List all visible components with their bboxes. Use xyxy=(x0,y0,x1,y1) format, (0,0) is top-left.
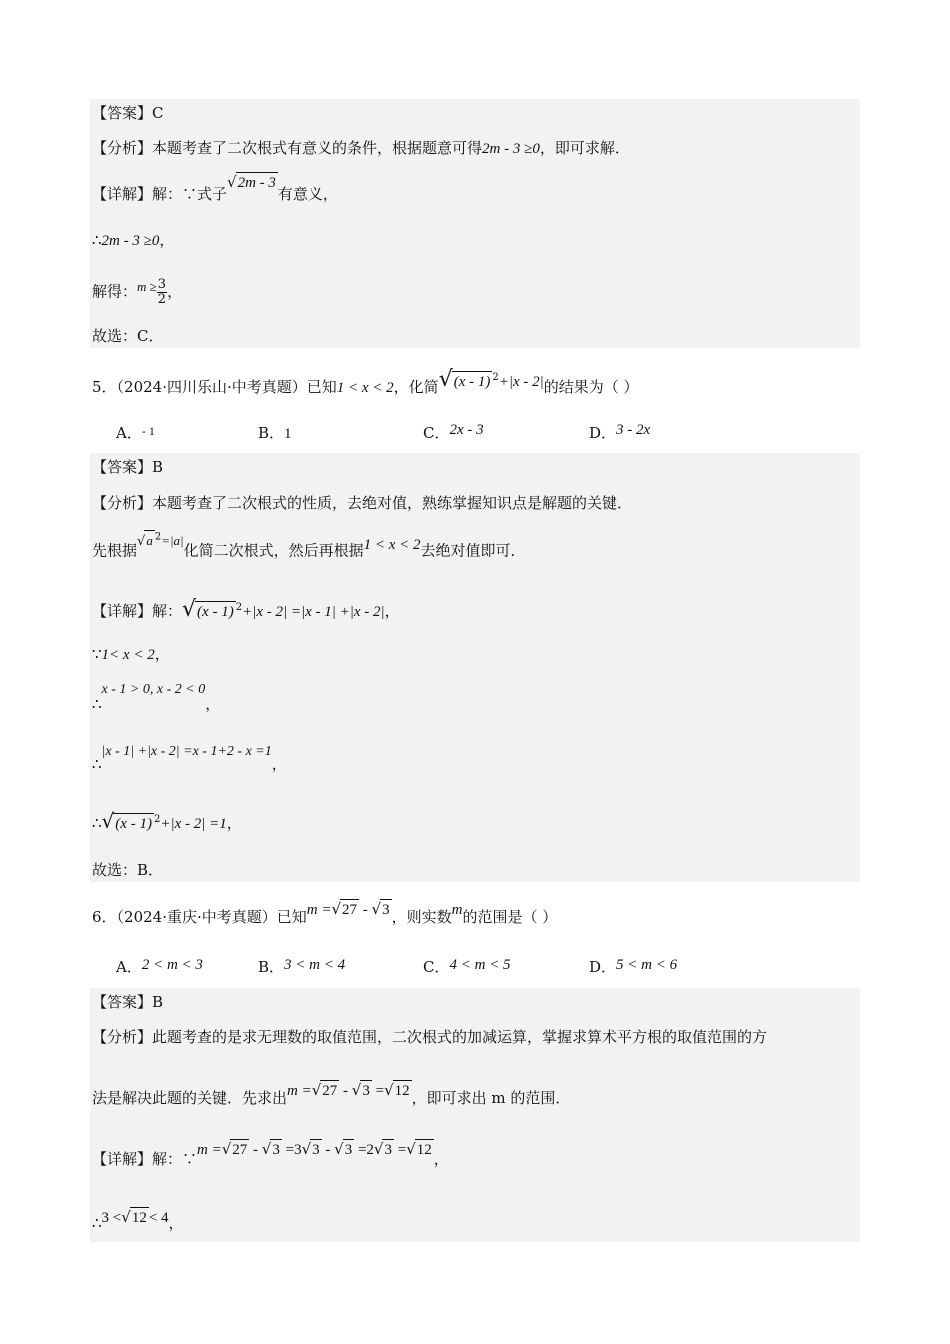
q6-step1-root: 12 xyxy=(130,1207,149,1228)
q6-analysis-line: 【分析】此题考查的是求无理数的取值范围，二次根式的加减运算，掌握求算术平方根的取值范围的方 xyxy=(92,1028,768,1046)
q6-option-d[interactable] xyxy=(589,956,677,977)
q6-analysis2-minus: - xyxy=(339,1083,352,1099)
q6-detail-punct: ， xyxy=(433,1150,449,1168)
option-value: - 1 xyxy=(141,424,155,438)
option-label: B． xyxy=(258,958,285,976)
q6-analysis2-eq: = xyxy=(371,1083,385,1099)
q5-analysis2-eq: =|a| xyxy=(161,533,184,549)
q6-stem-text: 6．（2024·重庆·中考真题）已知 xyxy=(92,908,307,926)
q6-detail-b: =3 xyxy=(281,1142,302,1158)
q5-step-3 xyxy=(92,740,287,773)
q6-detail-r3: 3 xyxy=(310,1139,322,1160)
q5-step3-punct: ， xyxy=(271,755,287,773)
option-value: 5 < m < 6 xyxy=(616,957,678,973)
q5-analysis-line-2: 先根据√a $^2$=|a|化简二次根式，然后再根据1 < x < 2去绝对值即可． xyxy=(92,532,526,560)
solve-lhs: m ≥ xyxy=(137,278,157,294)
therefore-symbol: ∴ xyxy=(92,755,102,773)
q5-option-b[interactable] xyxy=(258,422,292,443)
q5-option-d[interactable] xyxy=(589,422,650,443)
q6-step1-a: 3 < xyxy=(101,1210,122,1226)
fraction-numerator: 3 xyxy=(157,277,167,292)
q5-step-1 xyxy=(92,644,170,665)
detail-text-end: 有意义， xyxy=(277,185,338,203)
option-label: C． xyxy=(423,424,450,442)
q6-answer-line: 【答案】B xyxy=(92,993,164,1011)
q6-option-a[interactable] xyxy=(116,956,203,977)
solve-punct: ， xyxy=(167,282,183,301)
option-value: 2x - 3 xyxy=(449,422,484,438)
analysis-math: 2m - 3 ≥0 xyxy=(482,141,540,157)
option-label: D． xyxy=(589,958,617,976)
q6-detail-r4: 3 xyxy=(343,1139,355,1160)
q6-analysis2-lhs: m = xyxy=(287,1083,312,1099)
q6-root-1: 27 xyxy=(340,899,359,920)
q6-step-1: ∴3 <√12 < 4， xyxy=(92,1208,184,1232)
option-label: D． xyxy=(589,424,617,442)
q5-step-4: ∴√(x - 1) $^2$+|x - 2| =1， xyxy=(92,809,242,833)
prev-solution-block xyxy=(90,99,860,348)
q5-stem-mid: ，化简 xyxy=(393,378,439,396)
q6-analysis2-end: ，即可求出 m 的范围． xyxy=(411,1089,571,1107)
q6-detail-r1: 27 xyxy=(230,1139,249,1160)
option-value: 3 - 2x xyxy=(616,422,651,438)
q5-step-2 xyxy=(92,678,221,713)
q5-stem-text: 5．（2024·四川乐山·中考真题）已知 xyxy=(92,378,337,396)
solve-text: 解得： xyxy=(92,282,138,301)
therefore-symbol: ∴ xyxy=(92,231,102,249)
q6-detail-r5: 3 xyxy=(382,1139,394,1160)
q6-detail-e: = xyxy=(393,1142,407,1158)
q5-analysis2-cond: 1 < x < 2 xyxy=(363,537,421,554)
option-label: A． xyxy=(116,424,142,442)
q5-analysis2-mid: 化简二次根式，然后再根据 xyxy=(183,541,364,560)
analysis-line xyxy=(92,138,630,159)
question-6-stem: 6．（2024·重庆·中考真题）已知m =√27 - √3 ，则实数m的范围是（ ） xyxy=(92,900,558,926)
q5-step4-rest: +|x - 2| =1 xyxy=(160,816,227,832)
therefore-symbol: ∴ xyxy=(92,695,102,713)
q5-detail-punct: ， xyxy=(384,602,400,620)
detail-root: 2m - 3 xyxy=(236,172,278,193)
q5-stem-end: 的结果为（ ） xyxy=(543,378,639,396)
q6-detail-c: - xyxy=(321,1142,335,1158)
q6-lhs: m = xyxy=(306,902,332,918)
fraction xyxy=(157,278,167,307)
q5-detail-rest: +|x - 2| =|x - 1| +|x - 2| xyxy=(242,604,385,620)
q6-stem-end: 的范围是（ ） xyxy=(462,908,558,926)
choice-line: 故选：C． xyxy=(92,327,164,345)
q6-analysis2-r2: 3 xyxy=(360,1080,372,1101)
q5-detail-text: 【详解】解： xyxy=(92,602,183,620)
q5-step3-math: |x - 1| +|x - 2| =x - 1+2 - x =1 xyxy=(101,744,272,759)
analysis-text-end: ，即可求解． xyxy=(539,139,630,157)
q6-detail-lhs: m = xyxy=(197,1142,222,1158)
q5-step4-root: (x - 1) xyxy=(113,813,154,834)
therefore-symbol: ∴ xyxy=(92,814,102,832)
question-5-stem: 5．（2024·四川乐山·中考真题）已知1 < x < 2，化简√(x - 1) $^2$+|x - 2|的结果为（ ） xyxy=(92,367,639,396)
q6-root-2: 3 xyxy=(380,899,392,920)
q5-exponent: 2 xyxy=(492,372,499,383)
q5-detail-exp: 2 xyxy=(235,602,243,613)
q5-step4-punct: ， xyxy=(226,814,242,832)
q6-analysis2-r1: 27 xyxy=(320,1080,339,1101)
q5-analysis2-text: 先根据 xyxy=(92,541,138,560)
option-value: 4 < m < 5 xyxy=(449,957,511,973)
q6-stem-mid: ，则实数 xyxy=(391,908,452,926)
because-symbol: ∵ xyxy=(92,645,102,663)
q5-step4-exp: 2 xyxy=(153,814,161,825)
q5-choice-line: 故选：B． xyxy=(92,861,164,879)
q6-option-c[interactable] xyxy=(423,956,511,977)
fraction-denominator: 2 xyxy=(157,292,167,307)
q5-root: (x - 1) xyxy=(452,371,493,392)
q5-abs: +|x - 2| xyxy=(498,374,544,390)
q6-variable: m xyxy=(451,902,463,918)
q5-analysis2-end: 去绝对值即可． xyxy=(420,541,526,560)
q6-detail-r6: 12 xyxy=(415,1139,434,1160)
answer-line: 【答案】C xyxy=(92,104,164,122)
q5-detail-line: 【详解】解：√(x - 1) $^2$+|x - 2| =|x - 1| +|x - 2|， xyxy=(92,597,400,622)
q5-step2-punct: ， xyxy=(205,695,221,713)
therefore-symbol: ∴ xyxy=(92,1214,102,1232)
step-punct: ， xyxy=(159,231,175,249)
q6-detail-text: 【详解】解：∵ xyxy=(92,1150,198,1168)
q6-analysis2-r3: 12 xyxy=(393,1080,412,1101)
q5-analysis2-root: a xyxy=(144,530,155,551)
q6-option-b[interactable] xyxy=(258,956,345,977)
analysis-text: 【分析】本题考查了二次根式有意义的条件，根据题意可得 xyxy=(92,139,483,157)
option-value: 3 < m < 4 xyxy=(284,957,346,973)
q6-minus: - xyxy=(359,902,372,918)
option-value: 2 < m < 3 xyxy=(141,957,203,973)
option-label: A． xyxy=(116,958,142,976)
q5-condition: 1 < x < 2 xyxy=(336,380,394,396)
solve-line xyxy=(92,278,182,307)
q5-step2-math: x - 1 > 0, x - 2 < 0 xyxy=(101,682,206,697)
q5-step1-punct: ， xyxy=(154,645,170,663)
detail-text: 【详解】解：∵式子 xyxy=(92,185,228,203)
q5-step1-math: 1< x < 2 xyxy=(101,647,155,663)
q6-detail-d: =2 xyxy=(354,1142,374,1158)
option-label: B． xyxy=(258,424,285,442)
q5-analysis-line: 【分析】本题考查了二次根式的性质，去绝对值，熟练掌握知识点是解题的关键． xyxy=(92,494,633,512)
q5-option-c[interactable] xyxy=(423,422,484,443)
option-label: C． xyxy=(423,958,450,976)
detail-line: 【详解】解：∵式子√2m - 3有意义， xyxy=(92,173,338,203)
step-math: 2m - 3 ≥0 xyxy=(101,233,160,249)
q6-step1-b: < 4 xyxy=(148,1210,169,1226)
q5-option-a[interactable] xyxy=(116,422,155,443)
q5-detail-root: (x - 1) xyxy=(195,601,236,622)
q6-step1-punct: ， xyxy=(168,1214,184,1232)
option-value: 1 xyxy=(284,426,292,442)
q6-detail-r2: 3 xyxy=(270,1139,282,1160)
q6-detail-a: - xyxy=(249,1142,262,1158)
q6-analysis2-text: 法是解决此题的关键．先求出 xyxy=(92,1089,288,1107)
q6-analysis-line-2: 法是解决此题的关键．先求出m =√27 - √3 =√12 ，即可求出 m 的范围． xyxy=(92,1081,571,1107)
q5-analysis2-exp: 2 xyxy=(154,532,162,543)
q5-answer-line: 【答案】B xyxy=(92,458,164,476)
step-line xyxy=(92,230,174,251)
q6-detail-line: 【详解】解：∵m =√27 - √3 =3√3 - √3 =2√3 =√12 ， xyxy=(92,1140,449,1168)
